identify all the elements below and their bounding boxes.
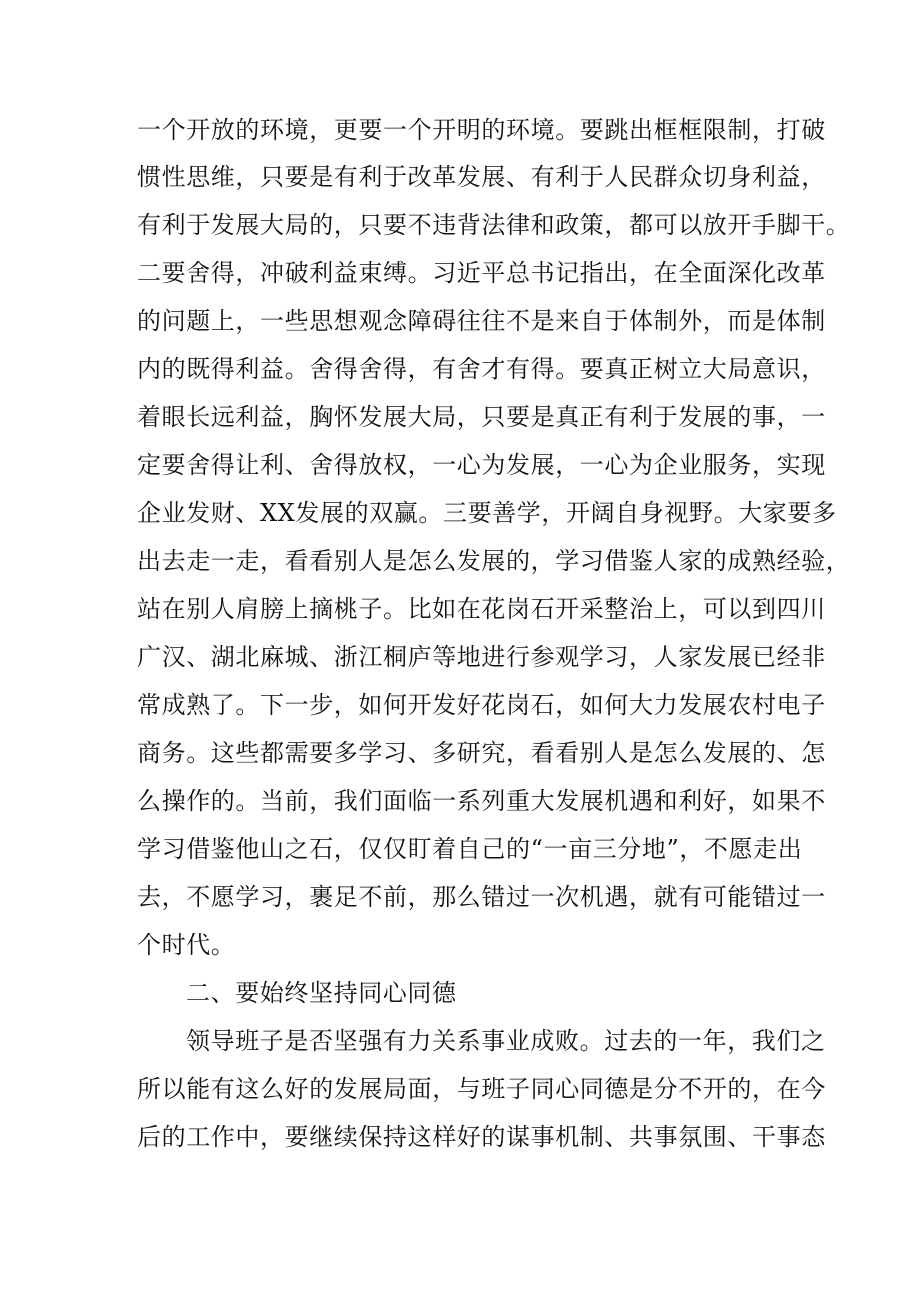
paragraph-line: 企业发财、XX发展的双赢。三要善学，开阔自身视野。大家要多 bbox=[137, 499, 837, 527]
paragraph-line: 领导班子是否坚强有力关系事业成败。过去的一年，我们之 bbox=[186, 1027, 826, 1055]
paragraph-line: 有利于发展大局的，只要不违背法律和政策，都可以放开手脚干。 bbox=[137, 211, 851, 239]
paragraph-line: 商务。这些都需要多学习、多研究，看看别人是怎么发展的、怎 bbox=[137, 739, 826, 767]
paragraph-line: 定要舍得让利、舍得放权，一心为发展，一心为企业服务，实现 bbox=[137, 451, 826, 479]
paragraph-line: 常成熟了。下一步，如何开发好花岗石，如何大力发展农村电子 bbox=[137, 691, 826, 719]
paragraph-line: 内的既得利益。舍得舍得，有舍才有得。要真正树立大局意识， bbox=[137, 355, 826, 383]
paragraph-line: 所以能有这么好的发展局面，与班子同心同德是分不开的，在今 bbox=[137, 1075, 826, 1103]
paragraph-line: 去，不愿学习，裹足不前，那么错过一次机遇，就有可能错过一 bbox=[137, 883, 826, 911]
paragraph-line: 后的工作中，要继续保持这样好的谋事机制、共事氛围、干事态 bbox=[137, 1123, 826, 1151]
paragraph-line: 学习借鉴他山之石，仅仅盯着自己的“一亩三分地”，不愿走出 bbox=[137, 835, 803, 863]
paragraph-line: 广汉、湖北麻城、浙江桐庐等地进行参观学习，人家发展已经非 bbox=[137, 643, 826, 671]
paragraph-line: 么操作的。当前，我们面临一系列重大发展机遇和利好，如果不 bbox=[137, 787, 826, 815]
paragraph-line: 个时代。 bbox=[137, 931, 236, 959]
paragraph-line: 二要舍得，冲破利益束缚。习近平总书记指出，在全面深化改革 bbox=[137, 259, 826, 287]
paragraph-line: 站在别人肩膀上摘桃子。比如在花岗石开采整治上，可以到四川 bbox=[137, 595, 826, 623]
section-heading: 二、要始终坚持同心同德 bbox=[186, 979, 457, 1007]
paragraph-line: 惯性思维，只要是有利于改革发展、有利于人民群众切身利益， bbox=[137, 163, 826, 191]
paragraph-line: 着眼长远利益，胸怀发展大局，只要是真正有利于发展的事，一 bbox=[137, 403, 826, 431]
paragraph-line: 的问题上，一些思想观念障碍往往不是来自于体制外，而是体制 bbox=[137, 307, 826, 335]
paragraph-line: 出去走一走，看看别人是怎么发展的，学习借鉴人家的成熟经验， bbox=[137, 547, 851, 575]
paragraph-line: 一个开放的环境，更要一个开明的环境。要跳出框框限制，打破 bbox=[137, 116, 826, 144]
